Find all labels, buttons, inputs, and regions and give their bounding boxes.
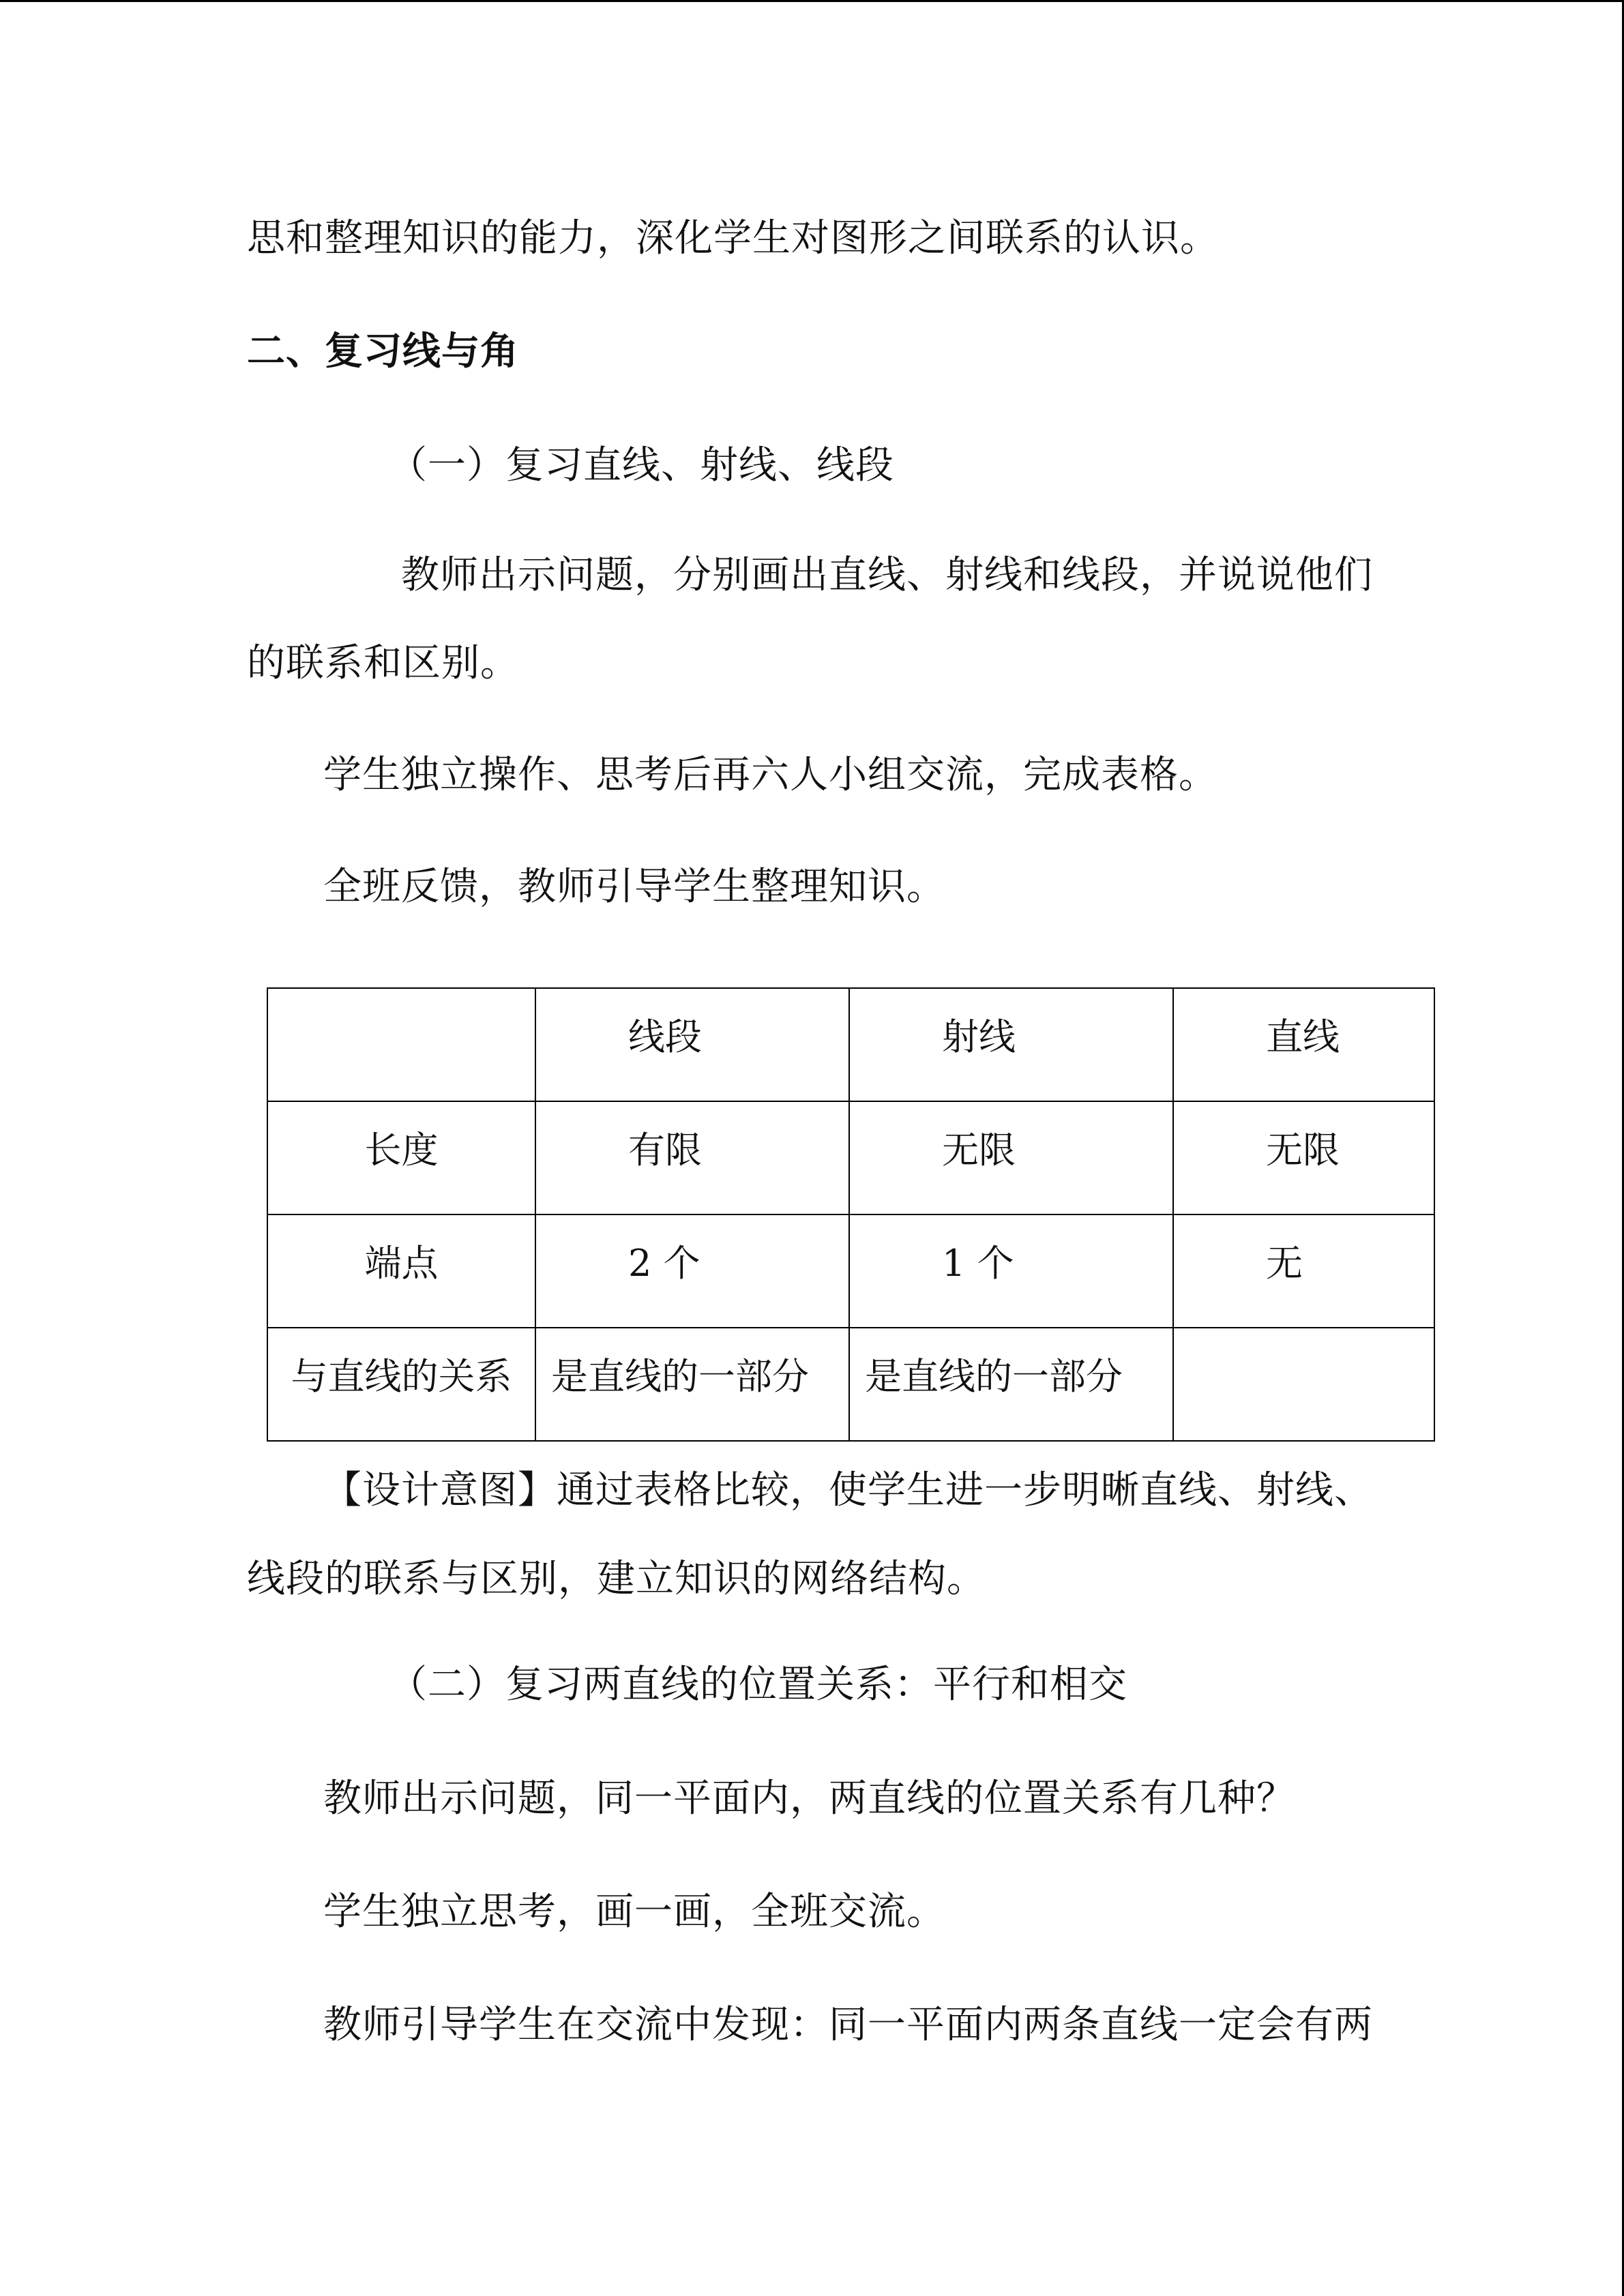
- table-cell: 与直线的关系: [267, 1328, 535, 1441]
- table-row: [267, 1101, 1434, 1214]
- subsection-heading: （一）复习直线、射线、线段: [389, 443, 894, 488]
- paragraph-line: 的联系和区别。: [247, 641, 519, 685]
- table-cell: 端点: [267, 1214, 535, 1328]
- table-row: [267, 1328, 1434, 1441]
- paragraph-line: 思和整理知识的能力，深化学生对图形之间联系的认识。: [247, 216, 1219, 260]
- table-cell: 线段: [535, 988, 849, 1101]
- table-cell: 长度: [267, 1101, 535, 1214]
- table-cell: 是直线的一部分: [849, 1328, 1173, 1441]
- table-cell: 无限: [1173, 1101, 1434, 1214]
- section-heading: 二、复习线与角: [247, 329, 519, 374]
- table-row: [267, 1214, 1434, 1328]
- subsection-heading: （二）复习两直线的位置关系：平行和相交: [389, 1663, 1127, 1707]
- paragraph-line: 学生独立操作、思考后再六人小组交流，完成表格。: [323, 753, 1217, 797]
- table-cell: [1173, 1328, 1434, 1441]
- paragraph-line: 教师出示问题，同一平面内，两直线的位置关系有几种？: [323, 1776, 1295, 1821]
- paragraph-line: 教师引导学生在交流中发现：同一平面内两条直线一定会有两: [323, 2003, 1373, 2047]
- page-top-border: [0, 0, 1624, 2]
- paragraph-line: 线段的联系与区别，建立知识的网络结构。: [247, 1557, 986, 1601]
- table-cell: 1 个: [849, 1214, 1173, 1328]
- paragraph-line: 学生独立思考，画一画，全班交流。: [323, 1890, 945, 1934]
- table-cell: 无限: [849, 1101, 1173, 1214]
- paragraph-line: 【设计意图】通过表格比较，使学生进一步明晰直线、射线、: [323, 1468, 1373, 1512]
- table-header-row: [267, 988, 1434, 1101]
- paragraph-line: 教师出示问题，分别画出直线、射线和线段，并说说他们: [401, 553, 1373, 597]
- table-cell: 射线: [849, 988, 1173, 1101]
- table-cell: [267, 988, 535, 1101]
- paragraph-line: 全班反馈，教师引导学生整理知识。: [323, 865, 945, 909]
- comparison-table: [267, 987, 1435, 1442]
- table-cell: 是直线的一部分: [535, 1328, 849, 1441]
- table-cell: 2 个: [535, 1214, 849, 1328]
- table-cell: 直线: [1173, 988, 1434, 1101]
- table-cell: 无: [1173, 1214, 1434, 1328]
- table-cell: 有限: [535, 1101, 849, 1214]
